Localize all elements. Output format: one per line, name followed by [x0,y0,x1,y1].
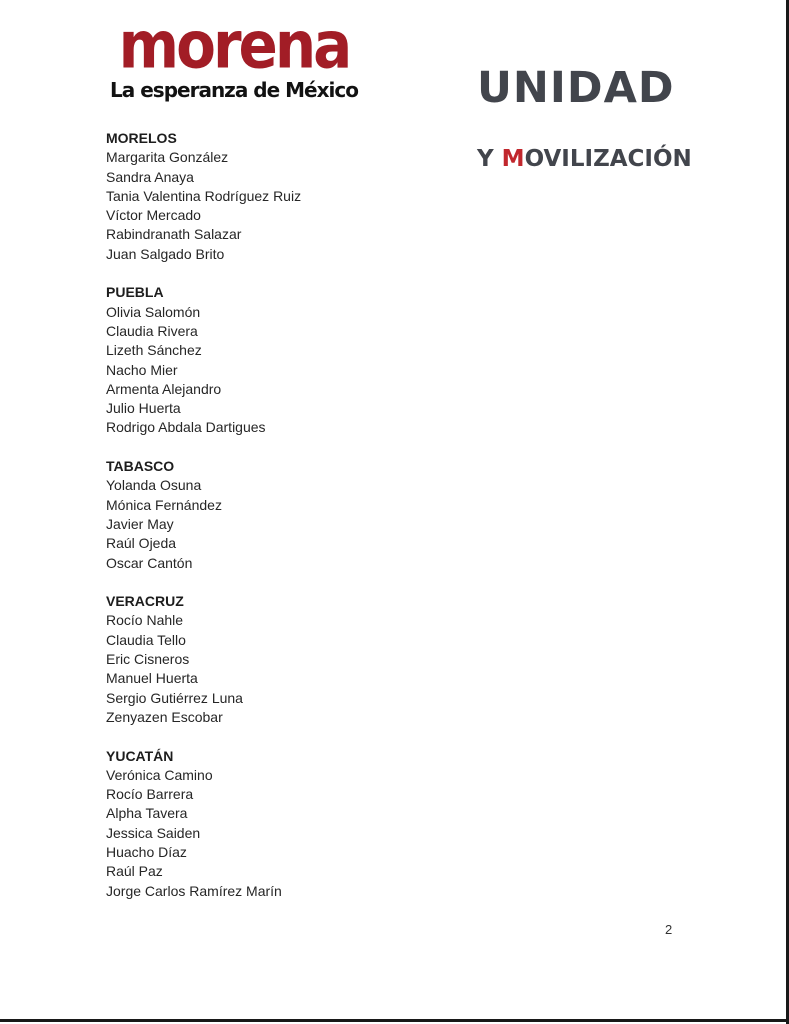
person-name: Yolanda Osuna [106,477,202,494]
person-name: Alpha Tavera [106,805,188,822]
person-name: Armenta Alejandro [106,380,222,397]
state-heading: MORELOS [106,130,177,146]
person-name: Huacho Díaz [106,843,187,860]
person-name: Nacho Mier [106,361,178,378]
name-list [106,476,606,572]
state-heading: YUCATÁN [106,747,174,764]
person-name: Margarita González [106,149,229,166]
name-list [106,766,606,901]
page-edge-bottom [0,1019,789,1022]
unidad-line2-accent-m: M [501,146,525,172]
person-name: Sergio Gutiérrez Luna [106,689,243,706]
state-section [106,129,606,264]
person-name: Tania Valentina Rodríguez Ruiz [106,187,302,204]
state-section [106,592,606,727]
unidad-wordmark-line1: UNIDAD [477,63,675,113]
state-section [106,457,606,573]
unidad-line2-prefix: Y [477,146,502,172]
person-name: Olivia Salomón [106,303,201,320]
person-name: Jorge Carlos Ramírez Marín [106,882,282,899]
person-name: Raúl Paz [106,863,163,880]
person-name: Claudia Tello [106,631,186,648]
person-name: Rodrigo Abdala Dartigues [106,419,266,436]
state-section [106,283,606,437]
person-name: Verónica Camino [106,766,213,783]
unidad-line2-rest: OVILIZACIÓN [524,146,692,172]
person-name: Manuel Huerta [106,670,198,687]
person-name: Rabindranath Salazar [106,226,242,243]
person-name: Julio Huerta [106,400,181,417]
person-name: Víctor Mercado [106,207,201,224]
state-heading: TABASCO [106,458,175,475]
morena-logo [110,7,358,102]
person-name: Mónica Fernández [106,496,222,513]
person-name: Zenyazen Escobar [106,708,223,725]
name-list [106,611,606,727]
state-section [106,747,606,901]
state-heading: PUEBLA [106,284,164,301]
state-heading: VERACRUZ [106,593,184,610]
name-list [106,303,606,438]
name-list [106,148,606,264]
person-name: Lizeth Sánchez [106,342,202,359]
person-name: Jessica Saiden [106,824,201,841]
person-name: Raúl Ojeda [106,535,177,552]
morena-wordmark: morena [118,7,350,84]
page-number: 2 [665,922,673,937]
person-name: Rocío Barrera [106,786,194,803]
person-name: Oscar Cantón [106,554,193,571]
morena-tagline: La esperanza de México [110,78,358,102]
person-name: Juan Salgado Brito [106,245,225,262]
person-name: Sandra Anaya [106,168,194,185]
sections [106,129,606,901]
person-name: Eric Cisneros [106,651,190,668]
person-name: Javier May [106,515,174,532]
person-name: Rocío Nahle [106,612,184,629]
person-name: Claudia Rivera [106,322,198,339]
